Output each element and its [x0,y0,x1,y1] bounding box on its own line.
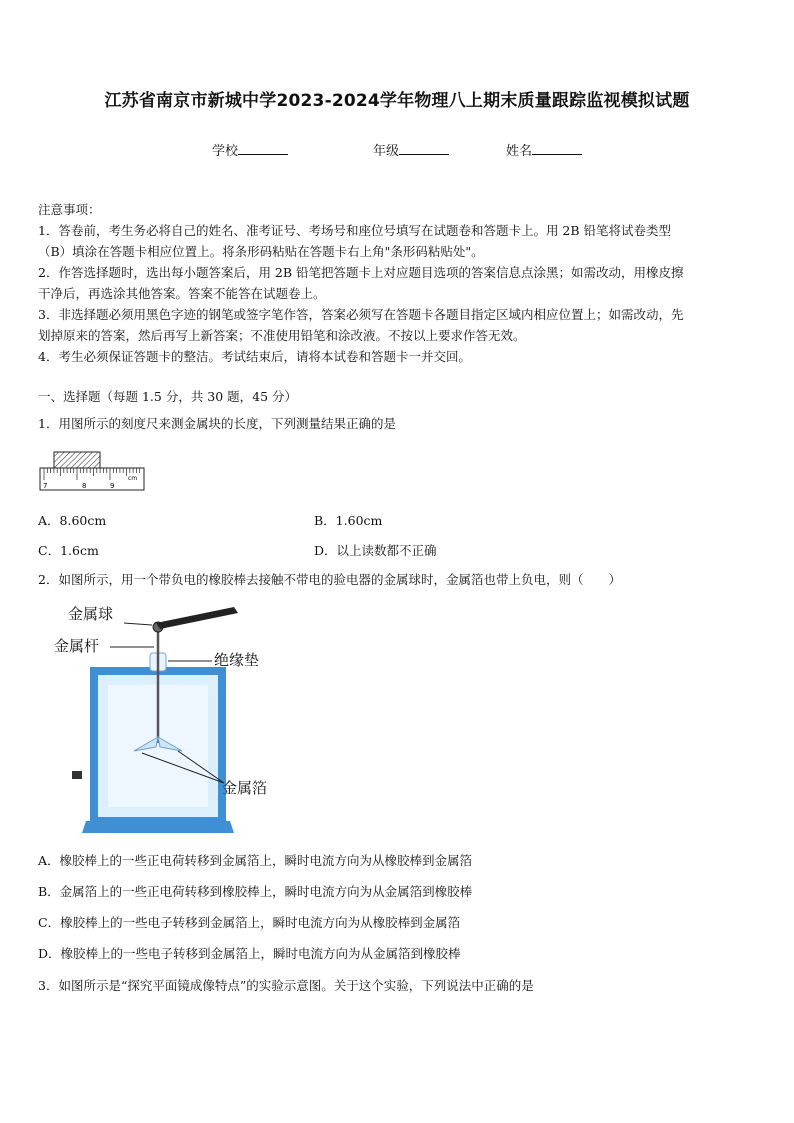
notice-line: （B）填涂在答题卡相应位置上。将条形码粘贴在答题卡右上角"条形码粘贴处"。 [38,244,484,259]
ruler-tick-label: 9 [110,482,115,490]
q2-option-d: D．橡胶棒上的一些电子转移到金属箔上，瞬时电流方向为从金属箔到橡胶棒 [38,946,461,961]
notice-line: 划掉原来的答案，然后再写上新答案；不准使用铅笔和涂改液。不按以上要求作答无效。 [38,328,526,343]
page-title: 江苏省南京市新城中学2023-2024学年物理八上期末质量跟踪监视模拟试题 [104,91,690,111]
ruler-unit-label: cm [128,475,138,482]
ruler-tick-label: 7 [43,482,48,490]
notice-line: 1．答卷前，考生务必将自己的姓名、准考证号、考场号和座位号填写在试题卷和答题卡上。用 2B 铅笔将试卷类型 [38,223,672,238]
grade-blank [399,142,449,155]
school-label: 学校 [212,144,239,159]
notice-line: 干净后，再选涂其他答案。答案不能答在试题卷上。 [38,286,326,301]
label-metal-ball: 金属球 [68,605,114,623]
metal-block [54,452,100,468]
question-3-stem: 3．如图所示是“探究平面镜成像特点”的实验示意图。关于这个实验，下列说法中正确的是 [38,978,534,993]
q1-option-d: D．以上读数都不正确 [314,543,437,558]
q2-option-b: B．金属箔上的一些正电荷转移到橡胶棒上，瞬时电流方向为从金属箔到橡胶棒 [38,884,473,899]
q1-option-b: B．1.60cm [314,513,383,528]
grade-field [373,140,449,159]
case-base [82,821,234,833]
name-label: 姓名 [506,144,533,159]
label-insulating-pad: 绝缘垫 [214,651,260,669]
side-knob [72,771,82,779]
name-blank [532,142,582,155]
label-metal-rod: 金属杆 [54,637,100,655]
q2-option-c: C．橡胶棒上的一些电子转移到金属箔上，瞬时电流方向为从橡胶棒到金属箔 [38,915,461,930]
notice-line: 3．非选择题必须用黑色字迹的钢笔或签字笔作答，答案必须写在答题卡各题目指定区域内相应位置上；如需改动，先 [38,307,684,322]
q1-option-c: C．1.6cm [38,543,99,558]
name-field [506,140,582,159]
section-heading: 一、选择题（每题 1.5 分，共 30 题，45 分） [38,389,298,404]
q1-option-a: A．8.60cm [38,513,107,528]
notice-line: 2．作答选择题时，选出每小题答案后，用 2B 铅笔把答题卡上对应题目选项的答案信息点涂黑；如需改动，用橡皮擦 [38,265,684,280]
question-1-stem: 1．用图所示的刻度尺来测金属块的长度，下列测量结果正确的是 [38,416,396,431]
school-blank [238,142,288,155]
electroscope-figure [38,601,278,839]
grade-label: 年级 [373,144,400,159]
notice-heading: 注意事项： [38,202,101,217]
school-field [212,140,288,159]
q2-option-a: A．橡胶棒上的一些正电荷转移到金属箔上，瞬时电流方向为从橡胶棒到金属箔 [38,853,473,868]
label-metal-foil: 金属箔 [222,779,268,797]
question-2-stem: 2．如图所示，用一个带负电的橡胶棒去接触不带电的验电器的金属球时，金属箔也带上负电，则（ ） [38,572,621,587]
ruler-tick-label: 8 [82,482,87,490]
ruler-figure [36,446,148,494]
notice-line: 4．考生必须保证答题卡的整洁。考试结束后，请将本试卷和答题卡一并交回。 [38,349,471,364]
